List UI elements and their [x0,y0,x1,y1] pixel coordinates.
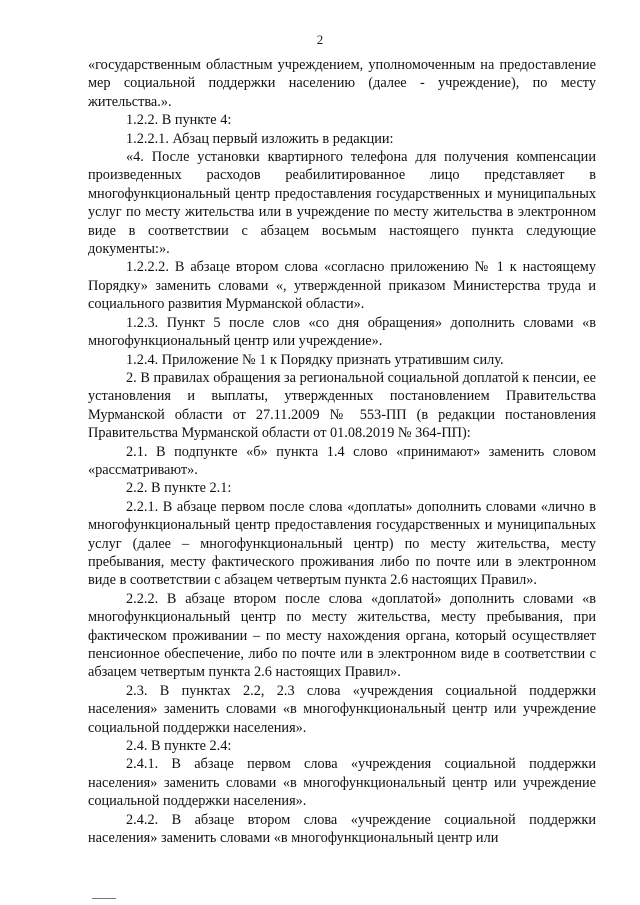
paragraph: 2. В правилах обращения за региональной социальной доплатой к пенсии, ее установления и выплаты, утвержденных постановлением Правительства Мурманской области от 27.11.2009 № 553-ПП (в редакции постановления Правительства Мурманской области от 01.08.2019 № 364-ПП): [88,369,596,442]
paragraph: 1.2.2.1. Абзац первый изложить в редакции: [126,130,394,147]
scan-mark [92,898,116,899]
page-number: 2 [316,32,324,47]
paragraph: 2.2. В пункте 2.1: [126,480,232,497]
paragraph: 2.1. В подпункте «б» пункта 1.4 слово «принимают» заменить словом «рассматривают». [88,443,596,478]
paragraph: 1.2.2.2. В абзаце втором слова «согласно приложению № 1 к настоящему Порядку» заменить словами «, утвержденной приказом Министерства труда и социального развития Мурманской области». [88,259,596,313]
paragraph: 2.4.2. В абзаце втором слова «учреждение социальной поддержки населения» заменить словами «в многофункциональный центр или [88,811,596,847]
paragraph: 1.2.3. Пункт 5 после слов «со дня обращения» дополнить словами «в многофункциональный центр или учреждение». [88,314,596,350]
paragraph: 2.4.1. В абзаце первом слова «учреждения социальной поддержки населения» заменить словами «в многофункциональный центр или учреждение социальной поддержки населения». [88,756,596,810]
paragraph: 2.2.1. В абзаце первом после слова «доплаты» дополнить словами «лично в многофункциональный центр предоставления государственных и муниципальных услуг (далее – многофункциональный центр) по месту жительства, месту пребывания, месту фактического проживания либо по почте или в электронном виде в соответствии с абзацем четвертым пункта 2.6 настоящих Правил». [88,498,596,589]
paragraph: 2.2.2. В абзаце втором после слова «доплатой» дополнить словами «в многофункциональный центр по месту жительства, месту пребывания, при фактическом проживании – по месту нахождения органа, который осуществляет пенсионное обеспечение, либо по почте или в электронном виде в соответствии с абзацем четвертым пункта 2.6 настоящих Правил». [88,590,596,681]
paragraph: «4. После установки квартирного телефона для получения компенсации произведенных расходов реабилитированное лицо представляет в многофункциональный центр предоставления государственных и муниципальных услуг по месту жительства или в учреждение по месту жительства в электронном виде в соответствии с абзацем восьмым настоящего пункта следующие документы:». [88,149,596,258]
paragraph: 1.2.4. Приложение № 1 к Порядку признать утратившим силу. [126,351,504,368]
paragraph: 1.2.2. В пункте 4: [126,112,232,129]
document-body [88,56,596,847]
paragraph: 2.4. В пункте 2.4: [126,738,232,755]
paragraph: «государственным областным учреждением, уполномоченным на предоставление мер социальной поддержки населению (далее - учреждение), по месту жительства.». [88,57,596,110]
paragraph: 2.3. В пунктах 2.2, 2.3 слова «учреждения социальной поддержки населения» заменить словами «в многофункциональный центр или учреждение социальной поддержки населения». [88,682,596,736]
